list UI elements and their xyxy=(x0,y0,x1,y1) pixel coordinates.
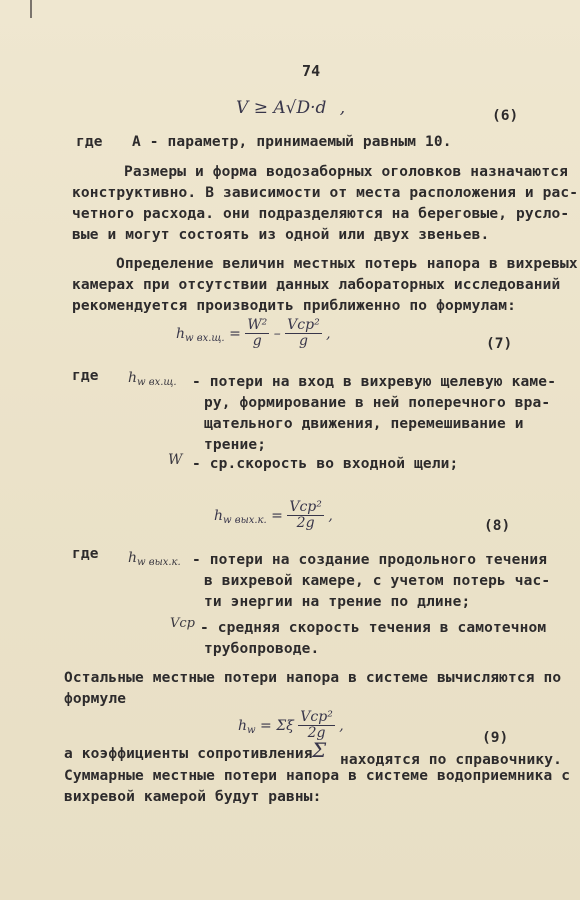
eq7-f1-denominator: g xyxy=(252,333,262,350)
def7a-line-4: трение; xyxy=(204,437,267,453)
where-label-2: где xyxy=(72,368,99,384)
eq7-tail: , xyxy=(326,325,331,342)
eq6-relation: ≥ xyxy=(253,98,268,118)
equation-8-number: (8) xyxy=(484,518,511,534)
eq8-fraction xyxy=(287,500,324,532)
eq9-denominator: 2g xyxy=(307,725,326,742)
paragraph-2-line-3: рекомендуется производить приближенно по формулам: xyxy=(72,298,516,314)
equation-6-number: (6) xyxy=(492,108,519,124)
eq9-fraction xyxy=(298,710,335,742)
def8b-line-2: трубопроводе. xyxy=(204,641,320,657)
where-label-1: где xyxy=(76,134,103,150)
paragraph-4-line-3: вихревой камерой будут равны: xyxy=(64,789,322,805)
equation-8 xyxy=(214,500,333,532)
where-label-3: где xyxy=(72,546,99,562)
def7a-line-3: щательного движения, перемешивание и xyxy=(204,416,524,432)
def7b-symbol: W xyxy=(168,452,183,468)
def8a-subscript: w вых.к. xyxy=(137,557,181,568)
eq7-f1-numerator: W² xyxy=(247,317,268,333)
equation-7-number: (7) xyxy=(486,336,513,352)
eq8-h: h xyxy=(214,507,224,524)
def8a-line-3: ти энергии на трение по длине; xyxy=(204,594,471,610)
def7a-subscript: w вх.щ. xyxy=(137,377,177,388)
def7a-line-1: - потери на вход в вихревую щелевую каме- xyxy=(192,374,557,390)
eq6-tail: , xyxy=(339,98,346,118)
eq8-numerator: Vср² xyxy=(289,499,322,515)
def7a-symbol xyxy=(128,370,177,388)
eq7-h-subscript: w вх.щ. xyxy=(185,332,225,344)
def8a-h: h xyxy=(128,550,138,566)
eq9-tail: , xyxy=(339,717,344,734)
eq7-equals: = xyxy=(229,325,241,342)
def8a-symbol xyxy=(128,550,181,568)
def8a-line-2: в вихревой камере, с учетом потерь час- xyxy=(204,573,551,589)
eq8-h-subscript: w вых.к. xyxy=(223,514,267,526)
paragraph-1-line-4: вые и могут состоять из одной или двух звеньев. xyxy=(72,227,490,243)
def7a-h: h xyxy=(128,370,138,386)
def7a-line-2: ру, формирование в ней поперечного вра- xyxy=(204,395,551,411)
def8b-symbol: Vср xyxy=(170,616,195,631)
eq9-h: h xyxy=(238,717,248,734)
paragraph-1-line-3: четного расхода. они подразделяются на береговые, русло- xyxy=(72,206,570,222)
sigma-symbol: Σ xyxy=(312,738,327,762)
def7b-text: - ср.скорость во входной щели; xyxy=(192,456,459,472)
eq7-operator: – xyxy=(273,325,281,342)
def8b-line-1: - средняя скорость течения в самотечном xyxy=(200,620,547,636)
paragraph-4-line-2: Суммарные местные потери напора в системе водоприемника с xyxy=(64,768,571,784)
paragraph-4-line-1b: находятся по справочнику. xyxy=(340,752,562,768)
eq9-numerator: Vср² xyxy=(300,709,333,725)
equation-9-number: (9) xyxy=(482,730,509,746)
eq7-fraction-1 xyxy=(245,318,269,350)
paragraph-3-line-2: формуле xyxy=(64,691,127,707)
paragraph-3-line-1: Остальные местные потери напора в системе вычисляются по xyxy=(64,670,562,686)
equation-6 xyxy=(236,98,345,118)
eq8-equals: = xyxy=(271,507,283,524)
eq9-sum: Σξ xyxy=(276,717,294,734)
eq7-h: h xyxy=(176,325,186,342)
paragraph-2-line-2: камерах при отсутствии данных лабораторных исследований xyxy=(72,277,561,293)
def8a-line-1: - потери на создание продольного течения xyxy=(192,552,548,568)
paragraph-1-line-1: Размеры и форма водозаборных оголовков назначаются xyxy=(124,164,568,180)
eq8-denominator: 2g xyxy=(296,515,315,532)
eq7-f2-denominator: g xyxy=(298,333,308,350)
eq6-rhs: A√D·d xyxy=(273,98,327,118)
param-definition: A - параметр, принимаемый равным 10. xyxy=(132,134,452,150)
paragraph-1-line-2: конструктивно. В зависимости от места расположения и рас- xyxy=(72,185,579,201)
eq6-lhs: V xyxy=(236,98,249,118)
eq9-h-subscript: w xyxy=(247,724,256,736)
margin-mark xyxy=(30,0,32,18)
equation-7 xyxy=(176,318,331,350)
paragraph-4-line-1a: а коэффициенты сопротивления xyxy=(64,746,313,762)
eq8-tail: , xyxy=(328,507,333,524)
paragraph-2-line-1: Определение величин местных потерь напора в вихревых xyxy=(116,256,578,272)
eq7-f2-numerator: Vср² xyxy=(287,317,320,333)
eq7-fraction-2 xyxy=(285,318,322,350)
eq9-equals: = xyxy=(260,717,272,734)
equation-9 xyxy=(238,710,344,742)
page-number: 74 xyxy=(302,62,321,80)
